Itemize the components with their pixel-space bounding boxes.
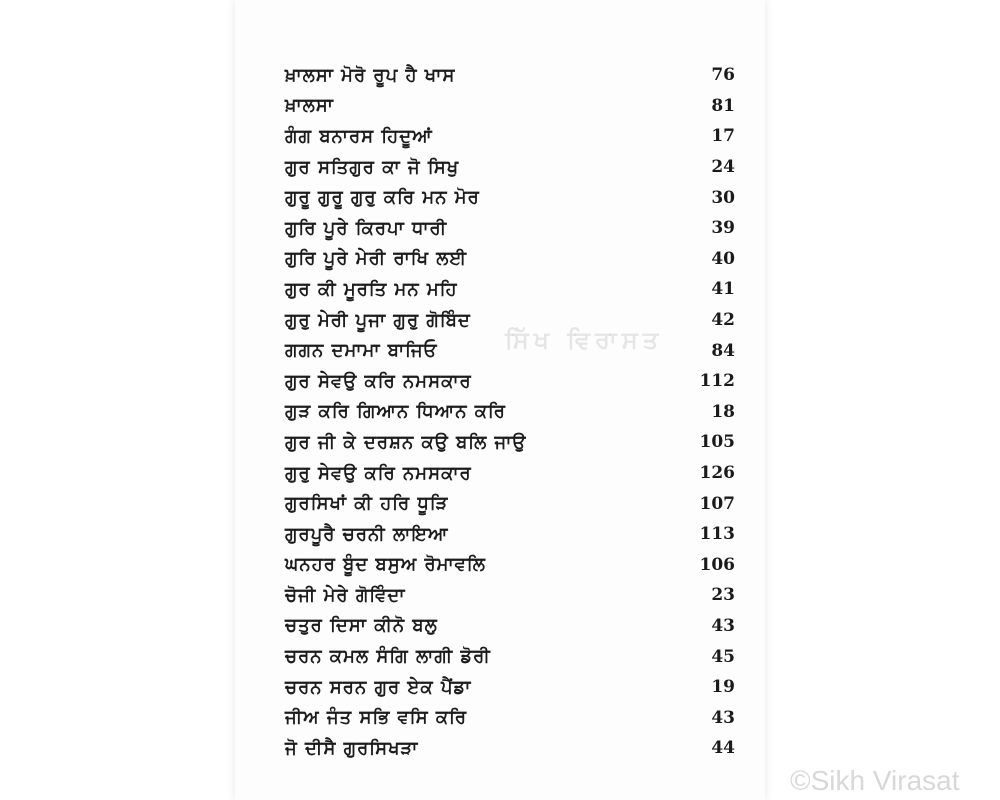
entry-title: ਗੁਰ ਜੀ ਕੇ ਦਰਸ਼ਨ ਕਉ ਬਲਿ ਜਾਉ — [285, 431, 527, 453]
entry-title: ਗੁਰ ਸੇਵਉ ਕਰਿ ਨਮਸਕਾਰ — [285, 370, 472, 392]
table-of-contents — [285, 60, 735, 764]
entry-title: ਖ਼ਾਲਸਾ — [285, 95, 334, 117]
entry-page-number: 107 — [699, 493, 735, 514]
entry-title: ਗੁਰ ਸਤਿਗੁਰ ਕਾ ਜੋ ਸਿਖੁ — [285, 156, 460, 178]
toc-entry — [285, 244, 735, 275]
entry-title: ਚਰਨ ਸਰਨ ਗੁਰ ਏਕ ਪੈਂਡਾ — [285, 676, 472, 698]
entry-page-number: 106 — [699, 554, 735, 575]
entry-page-number: 42 — [711, 310, 735, 331]
toc-entry — [285, 550, 735, 581]
toc-entry — [285, 733, 735, 764]
toc-entry — [285, 702, 735, 733]
entry-title: ਗੁੜ ਕਰਿ ਗਿਆਨ ਧਿਆਨ ਕਰਿ — [285, 401, 506, 423]
entry-title: ਖ਼ਾਲਸਾ ਮੋਰੋ ਰੂਪ ਹੈ ਖਾਸ — [285, 64, 456, 86]
entry-page-number: 105 — [699, 432, 735, 453]
entry-title: ਚੋਜੀ ਮੇਰੇ ਗੋਵਿੰਦਾ — [285, 584, 406, 606]
toc-entry — [285, 182, 735, 213]
entry-title: ਚਤੁਰ ਦਿਸਾ ਕੀਨੋ ਬਲੁ — [285, 615, 438, 637]
toc-entry — [285, 488, 735, 519]
entry-page-number: 43 — [711, 707, 735, 728]
toc-entry — [285, 580, 735, 611]
entry-title: ਗੁਰੁ ਸੇਵਉ ਕਰਿ ਨਮਸਕਾਰ — [285, 462, 472, 484]
watermark-copyright: ©Sikh Virasat — [790, 765, 960, 796]
entry-page-number: 19 — [711, 677, 735, 698]
entry-page-number: 17 — [711, 126, 735, 147]
entry-title: ਗੁਰਸਿਖਾਂ ਕੀ ਹਰਿ ਧੂੜਿ — [285, 493, 449, 515]
entry-page-number: 18 — [711, 401, 735, 422]
toc-entry — [285, 611, 735, 642]
toc-entry — [285, 672, 735, 703]
entry-page-number: 40 — [711, 248, 735, 269]
entry-title: ਗਗਨ ਦਮਾਮਾ ਬਾਜਿਓ — [285, 340, 438, 362]
entry-title: ਗੁਰ ਕੀ ਮੂਰਤਿ ਮਨ ਮਹਿ — [285, 278, 458, 300]
entry-title: ਗੁਰਿ ਪੂਰੇ ਮੇਰੀ ਰਾਖਿ ਲਈ — [285, 248, 468, 270]
entry-page-number: 30 — [711, 187, 735, 208]
entry-page-number: 43 — [711, 615, 735, 636]
entry-title: ਜੋ ਦੀਸੈ ਗੁਰਸਿਖੜਾ — [285, 737, 419, 759]
entry-title: ਜੀਅ ਜੰਤ ਸਭਿ ਵਸਿ ਕਰਿ — [285, 707, 468, 729]
toc-entry — [285, 152, 735, 183]
entry-page-number: 84 — [711, 340, 735, 361]
entry-title: ਘਨਹਰ ਬੂੰਦ ਬਸੁਅ ਰੋਮਾਵਲਿ — [285, 554, 486, 576]
entry-page-number: 41 — [711, 279, 735, 300]
entry-page-number: 39 — [711, 218, 735, 239]
toc-entry — [285, 427, 735, 458]
entry-page-number: 44 — [711, 738, 735, 759]
entry-page-number: 24 — [711, 157, 735, 178]
entry-page-number: 113 — [699, 524, 735, 545]
toc-entry — [285, 121, 735, 152]
entry-title: ਗੁਰੁ ਮੇਰੀ ਪੂਜਾ ਗੁਰੁ ਗੋਬਿੰਦ — [285, 309, 471, 331]
toc-entry — [285, 366, 735, 397]
entry-page-number: 112 — [699, 371, 735, 392]
toc-entry — [285, 641, 735, 672]
toc-entry — [285, 274, 735, 305]
toc-entry — [285, 519, 735, 550]
watermark-center: ਸਿੱਖ ਵਿਰਾਸਤ — [505, 326, 664, 354]
entry-page-number: 81 — [711, 95, 735, 116]
entry-title: ਗੁਰਪੂਰੈ ਚਰਨੀ ਲਾਇਆ — [285, 523, 449, 545]
entry-title: ਗੁਰਿ ਪੂਰੇ ਕਿਰਪਾ ਧਾਰੀ — [285, 217, 448, 239]
toc-entry — [285, 213, 735, 244]
entry-page-number: 45 — [711, 646, 735, 667]
toc-entry — [285, 91, 735, 122]
entry-page-number: 76 — [711, 65, 735, 86]
entry-title: ਗੰਗ ਬਨਾਰਸ ਹਿਦੂਆਂ — [285, 125, 433, 147]
entry-title: ਚਰਨ ਕਮਲ ਸੰਗਿ ਲਾਗੀ ਡੋਰੀ — [285, 646, 491, 668]
entry-page-number: 23 — [711, 585, 735, 606]
toc-entry — [285, 458, 735, 489]
toc-entry — [285, 397, 735, 428]
toc-entry — [285, 60, 735, 91]
entry-page-number: 126 — [699, 463, 735, 484]
entry-title: ਗੁਰੂ ਗੁਰੂ ਗੁਰੁ ਕਰਿ ਮਨ ਮੋਰ — [285, 187, 480, 209]
